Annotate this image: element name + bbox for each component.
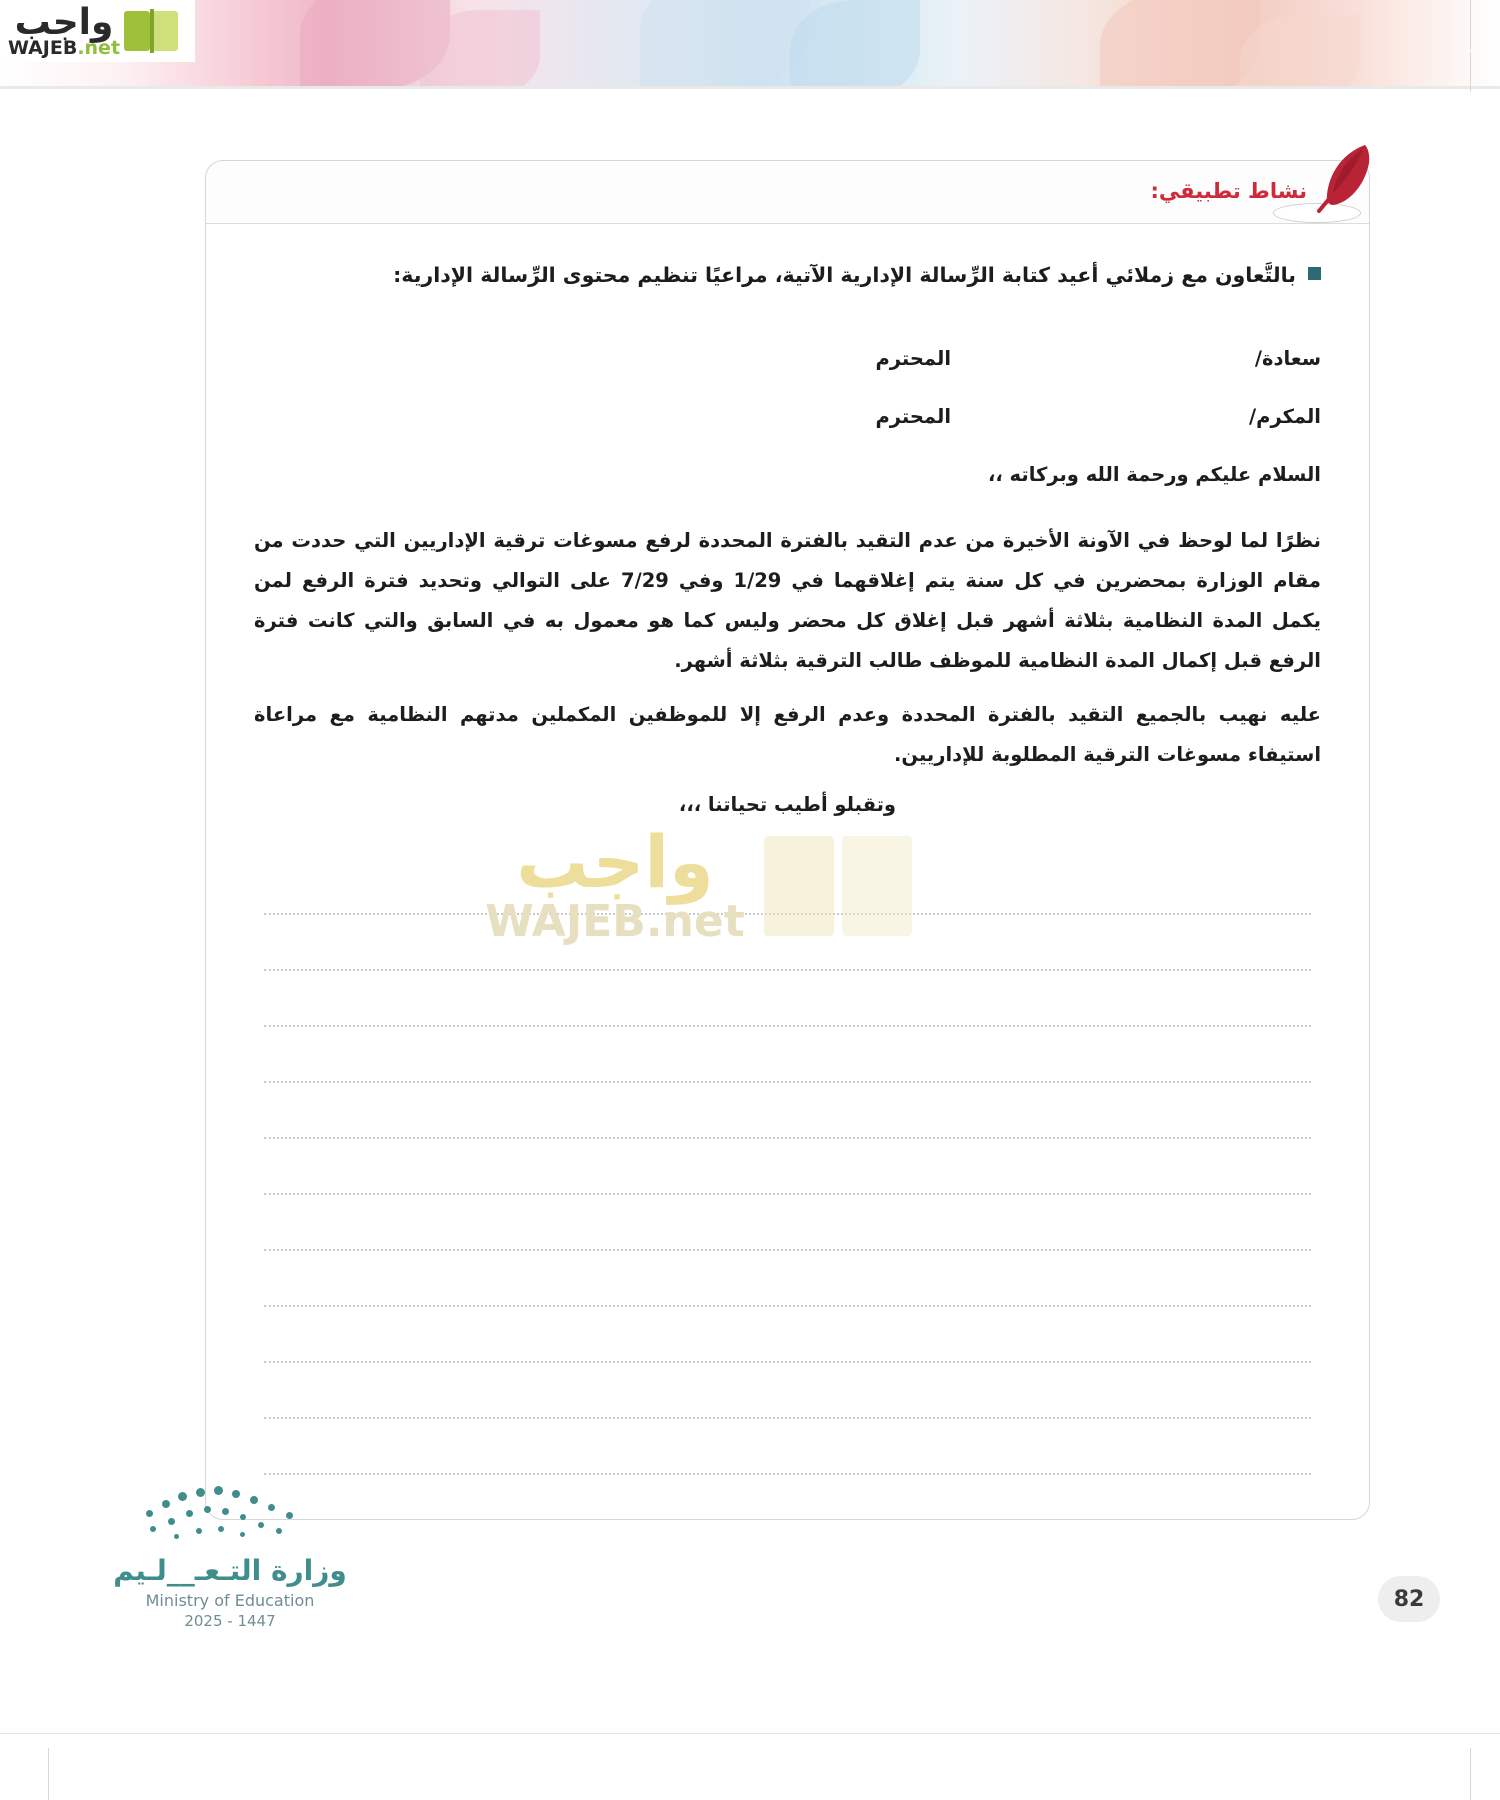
answer-line[interactable] [264,1083,1311,1139]
answer-line[interactable] [264,859,1311,915]
wajeb-logo-latin: WAJEB.net [7,36,121,59]
feather-icon [1303,139,1389,225]
answer-line[interactable] [264,1027,1311,1083]
activity-card-header [206,161,1369,224]
answer-line[interactable] [264,1307,1311,1363]
ministry-name-arabic: وزارة التـعـ__لـيم [113,1554,347,1587]
ministry-dots-icon [140,1482,320,1544]
bullet-square-icon [1308,267,1321,280]
ministry-years: 2025 - 1447 [184,1612,276,1630]
book-icon [122,5,182,57]
decorative-header-band [0,0,1500,86]
wajeb-logo-arabic: واجب [14,1,114,43]
recipient-line-1 [254,339,1321,379]
activity-prompt [254,258,1321,293]
activity-prompt-text: بالتَّعاون مع زملائي أعيد كتابة الرِّسالة الإدارية الآتية، مراعيًا تنظيم محتوى الرِّسالة الإدارية: [393,263,1296,287]
recipient-label-1: سعادة/ [1254,346,1321,370]
crop-mark [1470,52,1471,92]
footer-divider [0,1733,1500,1734]
answer-lines[interactable] [254,859,1321,1475]
page-number: 82 [1378,1576,1440,1622]
letter-closing: وتقبلو أطيب تحياتنا ،،، [678,792,897,816]
crop-mark [48,1748,49,1800]
recipient-label-2: المكرم/ [1249,404,1321,428]
answer-line[interactable] [264,1251,1311,1307]
watermark-arabic: واجب [516,820,714,904]
recipient-line-2 [254,397,1321,437]
letter-paragraph-2: عليه نهيب بالجميع التقيد بالفترة المحددة وعدم الرفع إلا للموظفين المكملين مدتهم النظامية مع مراعاة استيفاء مسوغات الترقية المطلوبة للإداريين. [254,702,1321,766]
wajeb-logo [0,0,195,62]
administrative-letter [254,339,1321,825]
answer-line[interactable] [264,1363,1311,1419]
activity-title: نشاط تطبيقي: [1150,179,1307,203]
answer-line[interactable] [264,1139,1311,1195]
activity-card [205,160,1370,1520]
answer-line[interactable] [264,1419,1311,1475]
leaf-shape [1100,0,1260,86]
leaf-shape [790,0,920,86]
answer-line[interactable] [264,971,1311,1027]
ministry-name-english: Ministry of Education [145,1591,315,1610]
crop-mark [1470,1748,1471,1800]
recipient-honorific-1: المحترم [875,346,951,370]
wajeb-logo-text [0,1,122,59]
header-divider [0,86,1500,89]
leaf-shape [420,10,540,86]
activity-card-body [206,224,1369,1495]
answer-line[interactable] [264,1195,1311,1251]
watermark-latin: WAJEB.net [485,896,745,947]
letter-greeting: السلام عليكم ورحمة الله وبركاته ،، [987,462,1321,486]
ministry-logo [80,1482,380,1630]
recipient-honorific-2: المحترم [875,404,951,428]
answer-line[interactable] [264,915,1311,971]
crop-mark [1470,0,1471,50]
letter-paragraph-1: نظرًا لما لوحظ في الآونة الأخيرة من عدم التقيد بالفترة المحددة لرفع مسوغات ترقية الإداريين التي حددت من مقام الوزارة بمحضرين في كل سنة يتم إغلاقهما في 1/29 وفي 7/29 على التوالي وتحديد فترة الرفع لمن يكمل المدة النظامية بثلاثة أشهر قبل إغلاق كل محضر وليس كما هو معمول به في السابق والتي كانت فترة الرفع قبل إكمال المدة النظامية للموظف طالب الترقية بثلاثة أشهر. [254,528,1321,672]
leaf-shape [640,0,810,86]
